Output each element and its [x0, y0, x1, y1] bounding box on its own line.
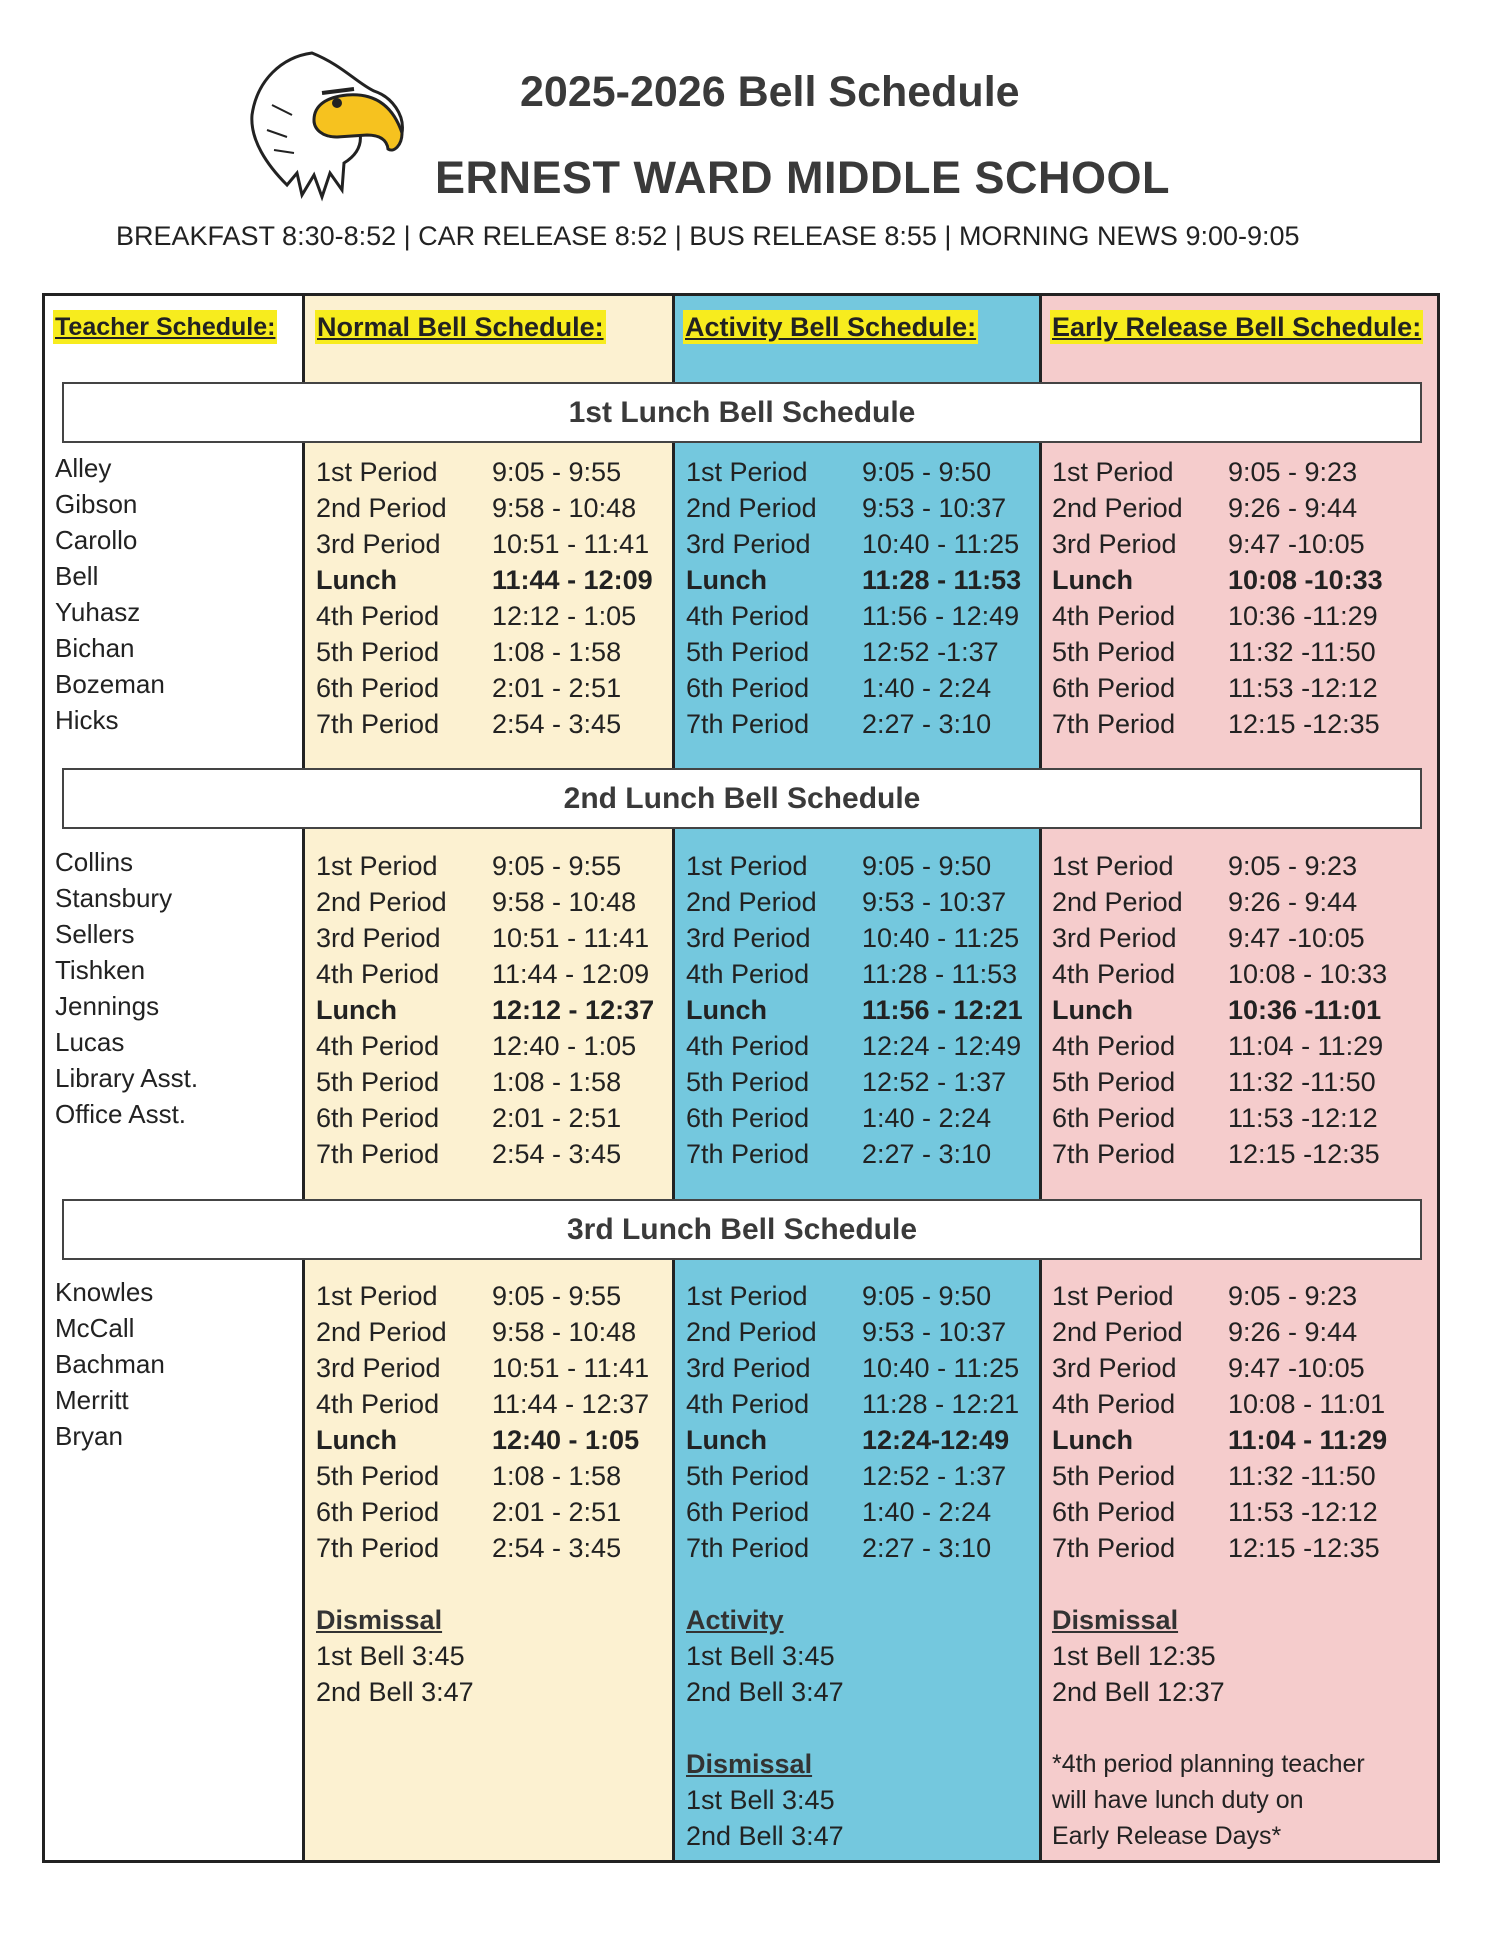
- period-time: 10:51 - 11:41: [492, 1353, 650, 1383]
- period-name: 2nd Period: [686, 887, 817, 917]
- period-time: 1:08 - 1:58: [492, 1461, 622, 1491]
- lunch-row: [1052, 1422, 1387, 1458]
- period-name: 4th Period: [686, 1389, 810, 1419]
- schedule-list: [316, 1278, 649, 1566]
- teacher-name: Hicks: [55, 705, 119, 735]
- period-name: 2nd Period: [686, 493, 817, 523]
- teacher-name: Carollo: [55, 525, 138, 555]
- period-row: [316, 1100, 654, 1136]
- period-name: 2nd Period: [316, 493, 447, 523]
- period-name: 1st Period: [316, 851, 438, 881]
- period-row: [316, 670, 653, 706]
- period-row: [316, 706, 653, 742]
- period-time: 9:05 - 9:55: [492, 457, 622, 487]
- dismissal-heading: Dismissal: [1052, 1605, 1179, 1635]
- period-row: [316, 884, 654, 920]
- period-name: Lunch: [686, 565, 767, 595]
- period-row: [1052, 1136, 1387, 1172]
- period-name: 6th Period: [1052, 1497, 1176, 1527]
- normal-dismissal: [316, 1602, 474, 1710]
- period-name: 3rd Period: [686, 923, 811, 953]
- period-time: 12:12 - 12:37: [492, 995, 655, 1025]
- period-time: 11:53 -12:12: [1228, 673, 1378, 703]
- period-time: 12:52 - 1:37: [862, 1461, 1007, 1491]
- period-row: [686, 634, 1021, 670]
- period-row: [1052, 920, 1387, 956]
- period-name: 3rd Period: [316, 923, 441, 953]
- period-name: Lunch: [1052, 565, 1133, 595]
- period-name: 1st Period: [1052, 457, 1174, 487]
- bell-time: 2nd Bell 3:47: [686, 1821, 844, 1851]
- bell-time: 1st Bell 3:45: [316, 1641, 465, 1671]
- teacher-name: Bryan: [55, 1421, 123, 1451]
- period-time: 12:40 - 1:05: [492, 1425, 640, 1455]
- period-time: 11:56 - 12:49: [862, 601, 1020, 631]
- period-row: [686, 920, 1023, 956]
- period-name: 4th Period: [316, 959, 440, 989]
- bell-time: 2nd Bell 12:37: [1052, 1677, 1225, 1707]
- period-time: 11:44 - 12:09: [492, 565, 653, 595]
- schedule-list: [1052, 454, 1383, 742]
- period-name: 1st Period: [316, 1281, 438, 1311]
- period-name: 1st Period: [686, 1281, 808, 1311]
- period-time: 12:52 -1:37: [862, 637, 999, 667]
- period-row: [1052, 1386, 1387, 1422]
- period-time: 9:58 - 10:48: [492, 1317, 637, 1347]
- period-row: [1052, 848, 1387, 884]
- teacher-name: Jennings: [55, 991, 160, 1021]
- period-time: 9:05 - 9:55: [492, 1281, 622, 1311]
- period-time: 12:24-12:49: [862, 1425, 1010, 1455]
- period-time: 11:32 -11:50: [1228, 1067, 1376, 1097]
- schedule-list: [1052, 848, 1387, 1172]
- period-name: Lunch: [316, 1425, 397, 1455]
- period-name: 7th Period: [1052, 1139, 1176, 1169]
- period-row: [686, 706, 1021, 742]
- dismissal-heading: Dismissal: [686, 1749, 813, 1779]
- period-row: [686, 1494, 1019, 1530]
- teacher-list: [55, 450, 165, 738]
- bell-time: 1st Bell 3:45: [686, 1641, 835, 1671]
- period-name: 6th Period: [1052, 673, 1176, 703]
- period-time: 10:40 - 11:25: [862, 1353, 1020, 1383]
- period-row: [1052, 1530, 1387, 1566]
- period-row: [316, 634, 653, 670]
- period-name: 6th Period: [686, 1497, 810, 1527]
- period-name: 6th Period: [316, 673, 440, 703]
- period-row: [686, 1386, 1019, 1422]
- period-name: 3rd Period: [316, 529, 441, 559]
- period-name: 7th Period: [686, 1533, 810, 1563]
- period-name: 6th Period: [686, 673, 810, 703]
- period-row: [316, 1494, 649, 1530]
- period-time: 11:56 - 12:21: [862, 995, 1023, 1025]
- period-time: 11:28 - 12:21: [862, 1389, 1020, 1419]
- teacher-list: [55, 1274, 165, 1454]
- period-time: 9:26 - 9:44: [1228, 1317, 1358, 1347]
- period-name: 3rd Period: [1052, 1353, 1177, 1383]
- period-time: 12:24 - 12:49: [862, 1031, 1022, 1061]
- period-name: 7th Period: [1052, 709, 1176, 739]
- period-name: 7th Period: [686, 1139, 810, 1169]
- teacher-name: Merritt: [55, 1385, 129, 1415]
- period-time: 9:05 - 9:55: [492, 851, 622, 881]
- teacher-list: [55, 844, 198, 1132]
- period-name: 2nd Period: [316, 1317, 447, 1347]
- period-name: 2nd Period: [1052, 1317, 1183, 1347]
- period-name: 3rd Period: [1052, 923, 1177, 953]
- schedule-list: [1052, 1278, 1387, 1566]
- period-row: [686, 598, 1021, 634]
- period-name: 5th Period: [1052, 637, 1176, 667]
- teacher-name: Library Asst.: [55, 1063, 199, 1093]
- teacher-name: Alley: [55, 453, 112, 483]
- period-name: Lunch: [686, 1425, 767, 1455]
- period-name: 7th Period: [316, 709, 440, 739]
- period-row: [1052, 490, 1383, 526]
- period-time: 9:05 - 9:23: [1228, 457, 1358, 487]
- period-row: [1052, 1028, 1387, 1064]
- period-name: 3rd Period: [686, 529, 811, 559]
- period-row: [686, 1530, 1019, 1566]
- teacher-name: Knowles: [55, 1277, 154, 1307]
- early-release-schedule-header: Early Release Bell Schedule:: [1052, 312, 1422, 342]
- period-row: [1052, 1494, 1387, 1530]
- period-row: [686, 1350, 1019, 1386]
- period-time: 12:52 - 1:37: [862, 1067, 1007, 1097]
- period-time: 11:28 - 11:53: [862, 565, 1022, 595]
- period-time: 11:44 - 12:09: [492, 959, 650, 989]
- bell-time: 2nd Bell 3:47: [316, 1677, 474, 1707]
- period-row: [316, 1136, 654, 1172]
- period-name: 3rd Period: [1052, 529, 1177, 559]
- period-time: 9:05 - 9:23: [1228, 851, 1358, 881]
- period-row: [316, 1028, 654, 1064]
- page-title: 2025-2026 Bell Schedule: [520, 68, 1020, 116]
- period-row: [686, 490, 1021, 526]
- period-row: [316, 920, 654, 956]
- period-time: 9:58 - 10:48: [492, 493, 637, 523]
- teacher-schedule-header: Teacher Schedule:: [53, 310, 277, 344]
- schedule-list: [316, 848, 654, 1172]
- period-name: 3rd Period: [686, 1353, 811, 1383]
- period-row: [1052, 1064, 1387, 1100]
- period-time: 1:08 - 1:58: [492, 1067, 622, 1097]
- school-name: ERNEST WARD MIDDLE SCHOOL: [435, 152, 1171, 203]
- period-name: Lunch: [686, 995, 767, 1025]
- period-row: [1052, 670, 1383, 706]
- period-name: 6th Period: [316, 1497, 440, 1527]
- period-time: 9:53 - 10:37: [862, 493, 1007, 523]
- period-row: [686, 1100, 1023, 1136]
- period-name: 1st Period: [1052, 1281, 1174, 1311]
- teacher-name: Office Asst.: [55, 1099, 187, 1129]
- activity-schedule-header: Activity Bell Schedule:: [685, 312, 977, 342]
- period-name: 7th Period: [316, 1139, 440, 1169]
- period-name: 6th Period: [686, 1103, 810, 1133]
- note-line: *4th period planning teacher: [1052, 1750, 1365, 1778]
- period-row: [316, 598, 653, 634]
- lunch-row: [316, 992, 654, 1028]
- period-name: 4th Period: [686, 1031, 810, 1061]
- period-time: 10:08 - 10:33: [1228, 959, 1388, 989]
- period-time: 12:15 -12:35: [1228, 1139, 1380, 1169]
- period-name: 4th Period: [686, 959, 810, 989]
- period-row: [686, 526, 1021, 562]
- period-name: 1st Period: [1052, 851, 1174, 881]
- teacher-name: Tishken: [55, 955, 146, 985]
- period-time: 10:51 - 11:41: [492, 923, 650, 953]
- lunch-row: [1052, 992, 1387, 1028]
- period-row: [686, 670, 1021, 706]
- period-row: [316, 526, 653, 562]
- period-name: 5th Period: [316, 1067, 440, 1097]
- period-row: [1052, 526, 1383, 562]
- period-time: 11:28 - 11:53: [862, 959, 1018, 989]
- period-time: 10:08 -10:33: [1228, 565, 1383, 595]
- eagle-head-icon: [242, 45, 412, 205]
- period-row: [686, 1314, 1019, 1350]
- period-name: 7th Period: [686, 709, 810, 739]
- period-row: [316, 454, 653, 490]
- schedule-list: [686, 848, 1023, 1172]
- period-row: [1052, 1458, 1387, 1494]
- lunch-row: [686, 992, 1023, 1028]
- period-name: 4th Period: [1052, 959, 1176, 989]
- period-time: 11:32 -11:50: [1228, 637, 1376, 667]
- period-name: 4th Period: [316, 1389, 440, 1419]
- bell-time: 2nd Bell 3:47: [686, 1677, 844, 1707]
- period-name: 6th Period: [1052, 1103, 1176, 1133]
- period-row: [316, 956, 654, 992]
- period-name: 6th Period: [316, 1103, 440, 1133]
- period-time: 2:27 - 3:10: [862, 1139, 992, 1169]
- period-time: 2:27 - 3:10: [862, 1533, 992, 1563]
- period-time: 9:47 -10:05: [1228, 1353, 1365, 1383]
- period-name: Lunch: [316, 565, 397, 595]
- period-row: [316, 1458, 649, 1494]
- period-time: 9:05 - 9:50: [862, 851, 992, 881]
- period-name: 5th Period: [1052, 1461, 1176, 1491]
- period-name: 5th Period: [316, 1461, 440, 1491]
- period-time: 1:40 - 2:24: [862, 673, 992, 703]
- period-time: 9:47 -10:05: [1228, 529, 1365, 559]
- period-name: 4th Period: [1052, 1389, 1176, 1419]
- period-name: 2nd Period: [1052, 887, 1183, 917]
- period-name: 5th Period: [686, 1461, 810, 1491]
- period-time: 10:08 - 11:01: [1228, 1389, 1386, 1419]
- period-row: [316, 1314, 649, 1350]
- period-name: 5th Period: [686, 637, 810, 667]
- period-time: 2:54 - 3:45: [492, 1139, 622, 1169]
- period-name: 1st Period: [316, 457, 438, 487]
- period-time: 1:40 - 2:24: [862, 1497, 992, 1527]
- period-time: 11:04 - 11:29: [1228, 1425, 1388, 1455]
- period-name: 7th Period: [316, 1533, 440, 1563]
- period-time: 9:53 - 10:37: [862, 887, 1007, 917]
- period-time: 1:40 - 2:24: [862, 1103, 992, 1133]
- period-name: 1st Period: [686, 851, 808, 881]
- period-name: 4th Period: [1052, 1031, 1176, 1061]
- period-name: 4th Period: [316, 601, 440, 631]
- lunch-group-title: 2nd Lunch Bell Schedule: [62, 768, 1422, 829]
- period-name: 5th Period: [686, 1067, 810, 1097]
- period-name: 2nd Period: [316, 887, 447, 917]
- teacher-name: Sellers: [55, 919, 135, 949]
- period-row: [686, 1028, 1023, 1064]
- period-name: 3rd Period: [316, 1353, 441, 1383]
- early-dismissal: [1052, 1602, 1225, 1710]
- period-name: Lunch: [316, 995, 397, 1025]
- period-name: 5th Period: [316, 637, 440, 667]
- period-row: [1052, 1100, 1387, 1136]
- period-time: 2:01 - 2:51: [492, 1497, 622, 1527]
- period-name: Lunch: [1052, 1425, 1133, 1455]
- period-row: [686, 848, 1023, 884]
- period-row: [316, 490, 653, 526]
- period-time: 10:40 - 11:25: [862, 529, 1020, 559]
- period-row: [686, 454, 1021, 490]
- lunch-row: [316, 1422, 649, 1458]
- bell-time: 1st Bell 12:35: [1052, 1641, 1216, 1671]
- period-row: [1052, 956, 1387, 992]
- period-row: [316, 848, 654, 884]
- period-name: 7th Period: [1052, 1533, 1176, 1563]
- period-time: 1:08 - 1:58: [492, 637, 622, 667]
- period-time: 2:27 - 3:10: [862, 709, 992, 739]
- teacher-name: Bozeman: [55, 669, 165, 699]
- period-name: 4th Period: [686, 601, 810, 631]
- period-time: 9:05 - 9:50: [862, 1281, 992, 1311]
- teacher-name: Bachman: [55, 1349, 165, 1379]
- period-row: [686, 1064, 1023, 1100]
- schedule-list: [686, 1278, 1019, 1566]
- activity-heading: Activity: [686, 1605, 784, 1635]
- teacher-name: Collins: [55, 847, 134, 877]
- period-time: 9:05 - 9:50: [862, 457, 992, 487]
- period-row: [1052, 1314, 1387, 1350]
- period-row: [686, 1278, 1019, 1314]
- period-name: 2nd Period: [1052, 493, 1183, 523]
- period-time: 10:36 -11:01: [1228, 995, 1382, 1025]
- teacher-name: Bell: [55, 561, 99, 591]
- period-time: 10:51 - 11:41: [492, 529, 650, 559]
- period-time: 9:47 -10:05: [1228, 923, 1365, 953]
- morning-times: BREAKFAST 8:30-8:52 | CAR RELEASE 8:52 | BUS RELEASE 8:55 | MORNING NEWS 9:00-9:05: [116, 221, 1300, 251]
- period-name: Lunch: [1052, 995, 1133, 1025]
- period-time: 9:53 - 10:37: [862, 1317, 1007, 1347]
- period-time: 11:04 - 11:29: [1228, 1031, 1384, 1061]
- period-row: [316, 1530, 649, 1566]
- lunch-row: [686, 1422, 1019, 1458]
- teacher-name: Bichan: [55, 633, 135, 663]
- activity-dismissal: [686, 1602, 844, 1854]
- bell-time: 1st Bell 3:45: [686, 1785, 835, 1815]
- period-row: [686, 956, 1023, 992]
- period-time: 12:12 - 1:05: [492, 601, 637, 631]
- schedule-list: [686, 454, 1021, 742]
- period-time: 2:01 - 2:51: [492, 673, 622, 703]
- period-time: 12:15 -12:35: [1228, 1533, 1380, 1563]
- period-name: 1st Period: [686, 457, 808, 487]
- period-time: 9:58 - 10:48: [492, 887, 637, 917]
- period-row: [316, 1386, 649, 1422]
- period-row: [316, 1350, 649, 1386]
- note-line: will have lunch duty on: [1052, 1786, 1304, 1814]
- period-time: 10:36 -11:29: [1228, 601, 1378, 631]
- period-time: 11:53 -12:12: [1228, 1497, 1378, 1527]
- note-line: Early Release Days*: [1052, 1822, 1282, 1850]
- period-row: [316, 1278, 649, 1314]
- lunch-group-title: 1st Lunch Bell Schedule: [62, 382, 1422, 443]
- schedule-list: [316, 454, 653, 742]
- period-time: 12:40 - 1:05: [492, 1031, 637, 1061]
- period-time: 2:01 - 2:51: [492, 1103, 622, 1133]
- period-time: 12:15 -12:35: [1228, 709, 1380, 739]
- teacher-name: Gibson: [55, 489, 138, 519]
- lunch-duty-note: [1052, 1746, 1365, 1854]
- period-row: [1052, 634, 1383, 670]
- teacher-name: Lucas: [55, 1027, 125, 1057]
- period-time: 2:54 - 3:45: [492, 1533, 622, 1563]
- period-row: [1052, 598, 1383, 634]
- lunch-row: [686, 562, 1021, 598]
- period-row: [686, 884, 1023, 920]
- teacher-name: Yuhasz: [55, 597, 141, 627]
- period-time: 11:44 - 12:37: [492, 1389, 650, 1419]
- dismissal-heading: Dismissal: [316, 1605, 443, 1635]
- period-time: 10:40 - 11:25: [862, 923, 1020, 953]
- teacher-name: McCall: [55, 1313, 135, 1343]
- lunch-group-title: 3rd Lunch Bell Schedule: [62, 1199, 1422, 1260]
- period-time: 9:26 - 9:44: [1228, 887, 1358, 917]
- period-row: [1052, 706, 1383, 742]
- period-row: [1052, 1350, 1387, 1386]
- teacher-name: Stansbury: [55, 883, 173, 913]
- period-row: [316, 1064, 654, 1100]
- period-time: 11:32 -11:50: [1228, 1461, 1376, 1491]
- period-time: 2:54 - 3:45: [492, 709, 622, 739]
- period-row: [686, 1136, 1023, 1172]
- period-time: 9:05 - 9:23: [1228, 1281, 1358, 1311]
- lunch-row: [1052, 562, 1383, 598]
- period-time: 11:53 -12:12: [1228, 1103, 1378, 1133]
- lunch-row: [316, 562, 653, 598]
- period-time: 9:26 - 9:44: [1228, 493, 1358, 523]
- period-name: 2nd Period: [686, 1317, 817, 1347]
- period-row: [1052, 1278, 1387, 1314]
- period-row: [1052, 454, 1383, 490]
- normal-schedule-header: Normal Bell Schedule:: [317, 312, 604, 342]
- period-name: 5th Period: [1052, 1067, 1176, 1097]
- period-row: [686, 1458, 1019, 1494]
- period-name: 4th Period: [1052, 601, 1176, 631]
- period-row: [1052, 884, 1387, 920]
- period-name: 4th Period: [316, 1031, 440, 1061]
